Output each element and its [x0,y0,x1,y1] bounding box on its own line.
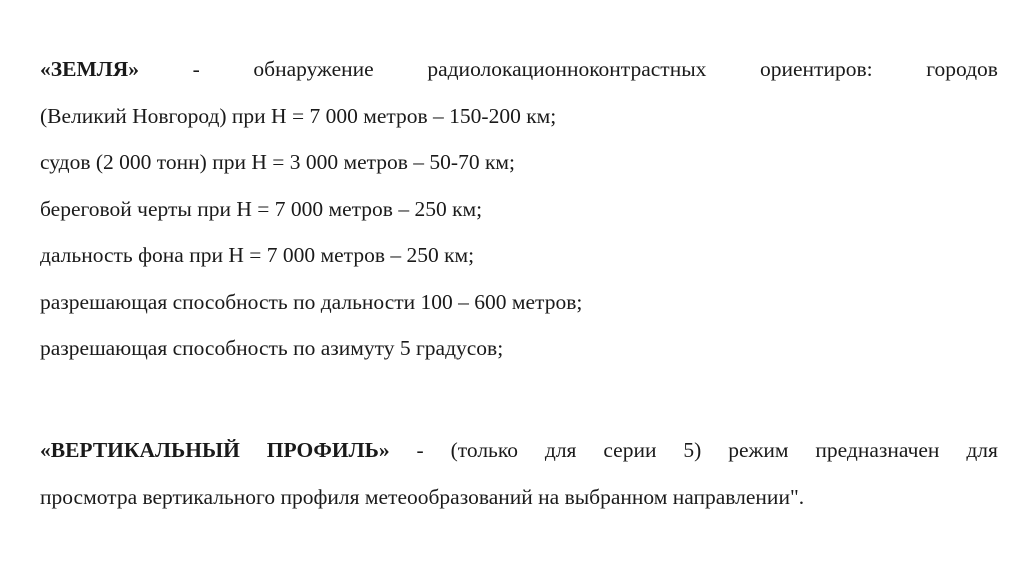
word: предназначен [815,438,940,462]
zemlya-title: «ЗЕМЛЯ» [40,57,140,81]
word: радиолокационноконтрастных [427,57,707,81]
profile-line-1 [40,427,998,474]
zemlya-line-2: (Великий Новгород) при H = 7 000 метров – 150-200 км; [40,103,557,128]
zemlya-line-6: разрешающая способность по дальности 100 – 600 метров; [40,289,583,314]
word: режим [728,438,789,462]
zemlya-line-5: дальность фона при H = 7 000 метров – 250 км; [40,243,475,267]
word: серии [603,438,657,462]
word: для [544,438,577,462]
word: - [192,57,200,81]
zemlya-line-3: судов (2 000 тонн) при H = 3 000 метров – 50-70 км; [40,150,515,174]
word: обнаружение [253,57,374,81]
text-block-zemlya [40,46,998,372]
profile-title-word: ПРОФИЛЬ» [266,438,390,462]
word: ориентиров: [760,57,873,81]
word: - [416,438,424,462]
word: для [966,438,998,462]
word: 5) [683,438,702,462]
text-block-vertical-profile [40,427,998,520]
zemlya-line-1 [40,46,998,93]
zemlya-line-4: береговой черты при H = 7 000 метров – 250 км; [40,196,483,221]
word: (только [450,438,518,462]
word: городов [926,57,998,81]
profile-title-word: «ВЕРТИКАЛЬНЫЙ [40,438,240,462]
zemlya-line-7: разрешающая способность по азимуту 5 градусов; [40,336,504,360]
profile-line-2: просмотра вертикального профиля метеообразований на выбранном направлении". [40,484,805,509]
